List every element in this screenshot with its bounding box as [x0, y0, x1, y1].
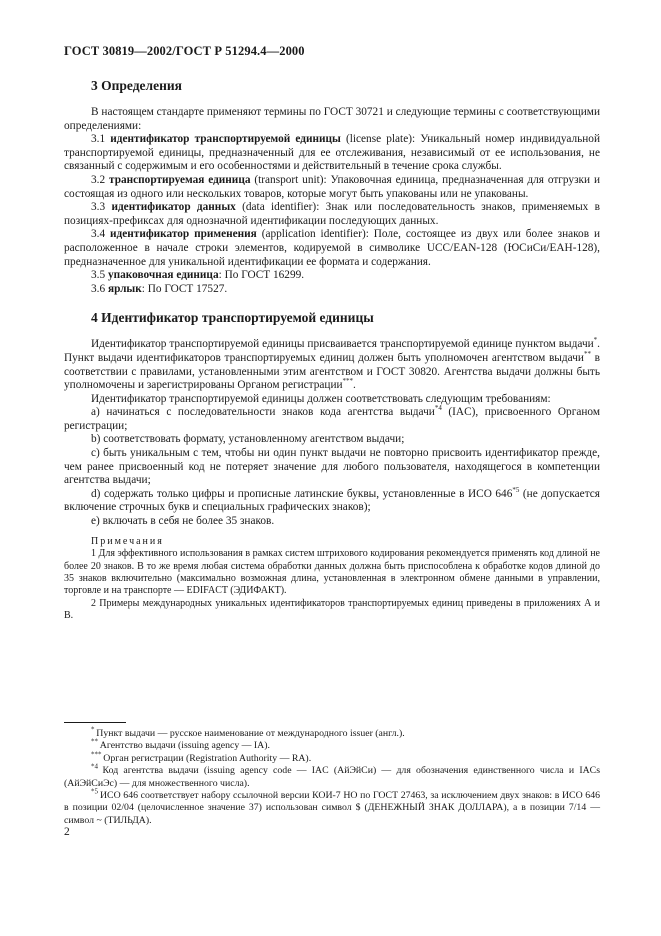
- footnote-3: [64, 750, 600, 765]
- section-4-heading: 4 Идентификатор транспортируемой единицы: [91, 310, 374, 326]
- definition-3-1: [64, 133, 600, 174]
- footnote-ref: ***: [342, 377, 354, 386]
- requirement-e: e) включать в себя не более 35 знаков.: [91, 515, 275, 528]
- definition-3-4: [64, 228, 600, 269]
- requirement-a: [64, 406, 600, 433]
- footnote-mark: ***: [91, 750, 104, 759]
- definition-term: упаковочная единица: [107, 269, 219, 282]
- definition-text: (transport unit): Упаковочная единица, предназначенная для отгрузки и состоящая из одного или нескольких товаров, которые могут быть упакованы или не упакованы.: [64, 173, 601, 200]
- footnote-mark: **: [91, 738, 100, 747]
- definition-text: : По ГОСТ 16299.: [218, 269, 305, 282]
- definition-number: 3.4: [91, 228, 111, 241]
- definition-term: идентификатор данных: [111, 201, 236, 214]
- footnote-5: [64, 787, 600, 827]
- definition-3-6: [64, 283, 600, 297]
- paragraph-text: (IAC), присвоенного Органом регистрации;: [64, 406, 600, 432]
- section-4-paragraph-2: Идентификатор транспортируемой единицы должен соответствовать следующим требованиям:: [91, 392, 551, 405]
- paragraph-text: d) содержать только цифры и прописные латинские буквы, установленные в ИСО 646: [91, 487, 513, 500]
- paragraph-text: а) начинаться с последовательности знаков кода агентства выдачи: [91, 406, 435, 419]
- definition-3-5: [64, 269, 600, 283]
- footnotes: [64, 725, 601, 827]
- footnote-ref: *: [593, 336, 598, 345]
- paragraph-text: . Пункт выдачи идентификаторов транспортируемых единиц должен быть уполномочен агентством выдачи: [64, 338, 600, 364]
- footnote-mark: *4: [91, 762, 103, 771]
- footnote-text: Пункт выдачи — русское наименование от международного issuer (англ.).: [96, 728, 405, 739]
- definition-number: 3.3: [91, 201, 112, 214]
- paragraph-text: .: [353, 379, 356, 392]
- definition-number: 3.6: [91, 282, 108, 295]
- paragraph-text: Идентификатор транспортируемой единицы присваивается транспортируемой единице пунктом выдачи: [91, 338, 594, 351]
- definition-text: (application identifier): Поле, состоящее из двух или более знаков и расположенное в начале строки элементов, кодируемой в символике UCC/EAN-128 (ЮСиСи/ЕАН-128), предназначенное для уникальной идентификации ее формата и содержания.: [64, 228, 600, 268]
- definition-3-2: [64, 174, 600, 201]
- main-content: [64, 78, 600, 623]
- page-number: 2: [64, 826, 70, 838]
- definition-term: ярлык: [107, 282, 142, 295]
- running-header: ГОСТ 30819—2002/ГОСТ Р 51294.4—2000: [64, 44, 305, 58]
- requirement-b: b) соответствовать формату, установленному агентством выдачи;: [91, 433, 405, 446]
- footnote-mark: *5: [91, 787, 100, 796]
- definition-text: (license plate): Уникальный номер индивидуальной транспортируемой единицы, предназначенный для ее отслеживания, независимый от ее использования, не связанный с содержимым и его особенностями и действительный в течение срока службы.: [64, 133, 601, 173]
- footnote-4: [64, 762, 601, 790]
- footnote-divider: [64, 722, 126, 723]
- section-4-paragraph-1: [64, 338, 600, 392]
- footnote-2: [64, 740, 600, 752]
- section-3-heading: 3 Определения: [91, 78, 182, 93]
- definition-term: транспортируемая единица: [109, 173, 251, 186]
- definition-text: (data identifier): Знак или последовательность знаков, применяемых в позициях-префиксах для однозначной идентификации последующих данных.: [64, 201, 600, 227]
- requirement-d: [64, 488, 600, 515]
- footnote-ref: **: [583, 350, 591, 359]
- section-3-intro: В настоящем стандарте применяют термины по ГОСТ 30721 и следующие термины с соответствующими определениями:: [64, 106, 600, 132]
- definition-number: 3.5: [91, 269, 108, 282]
- paragraph-text: (не допускается включение строчных букв и специальных графических знаков);: [64, 487, 600, 514]
- definition-number: 3.1: [91, 133, 111, 146]
- footnote-text: Орган регистрации (Registration Authority — RA).: [103, 752, 312, 764]
- footnote-ref: *4: [434, 404, 442, 413]
- note-2: 2 Примеры международных уникальных идентификаторов транспортируемых единиц приведены в приложениях А и В.: [64, 597, 600, 622]
- note-1: 1 Для эффективного использования в рамках систем штрихового кодирования рекомендуется применять код длиной не более 20 знаков. В то же время любая система обработки данных должна быть приспособлена к обработке кодов длиной до 35 знаков включительно (максимально возможная длина, установленная в электронном обмене данными в управлении, торговле и на транспорте — EDIFACT (ЭДИФАКТ).: [64, 548, 600, 597]
- requirement-c: c) быть уникальным с тем, чтобы ни один пункт выдачи не повторно присвоить идентификатор прежде, чем ранее присвоенный код не потеряет значение для любого пользователя, находящегося в компетенции агентства выдачи;: [64, 447, 600, 487]
- notes-title: Примечания: [91, 535, 164, 547]
- footnote-text: Код агентства выдачи (issuing agency code — IAC (АйЭйСи) — для обозначения единственного числа и IACs (АйЭйСиЭс) — для множественного числа).: [64, 765, 601, 789]
- footnote-1: [64, 725, 600, 740]
- footnote-text: Агентство выдачи (issuing agency — IA).: [99, 740, 270, 752]
- definition-term: идентификатор применения: [110, 228, 257, 241]
- footnote-ref: *5: [512, 486, 520, 495]
- paragraph-text: в соответствии с правилами, установленными этим агентством и ГОСТ 30820. Агентства выдачи должны быть уполномочены и зарегистрированы Органом регистрации: [64, 351, 600, 392]
- footnote-text: ИСО 646 соответствует набору ссылочной версии КОИ-7 НО по ГОСТ 27463, за исключением двух знаков: в ИСО 646 в позиции 02/04 (целочисленное значение 37) использован символ $ (ДЕНЕЖНЫЙ ЗНАК ДОЛЛАРА), а в позиции 7/14 — символ ~ (ТИЛЬДА).: [64, 790, 600, 826]
- definition-text: : По ГОСТ 17527.: [141, 282, 228, 295]
- definition-number: 3.2: [91, 173, 110, 186]
- definition-3-3: [64, 201, 600, 228]
- footnote-mark: *: [91, 725, 97, 734]
- definition-term: идентификатор транспортируемой единицы: [110, 133, 341, 146]
